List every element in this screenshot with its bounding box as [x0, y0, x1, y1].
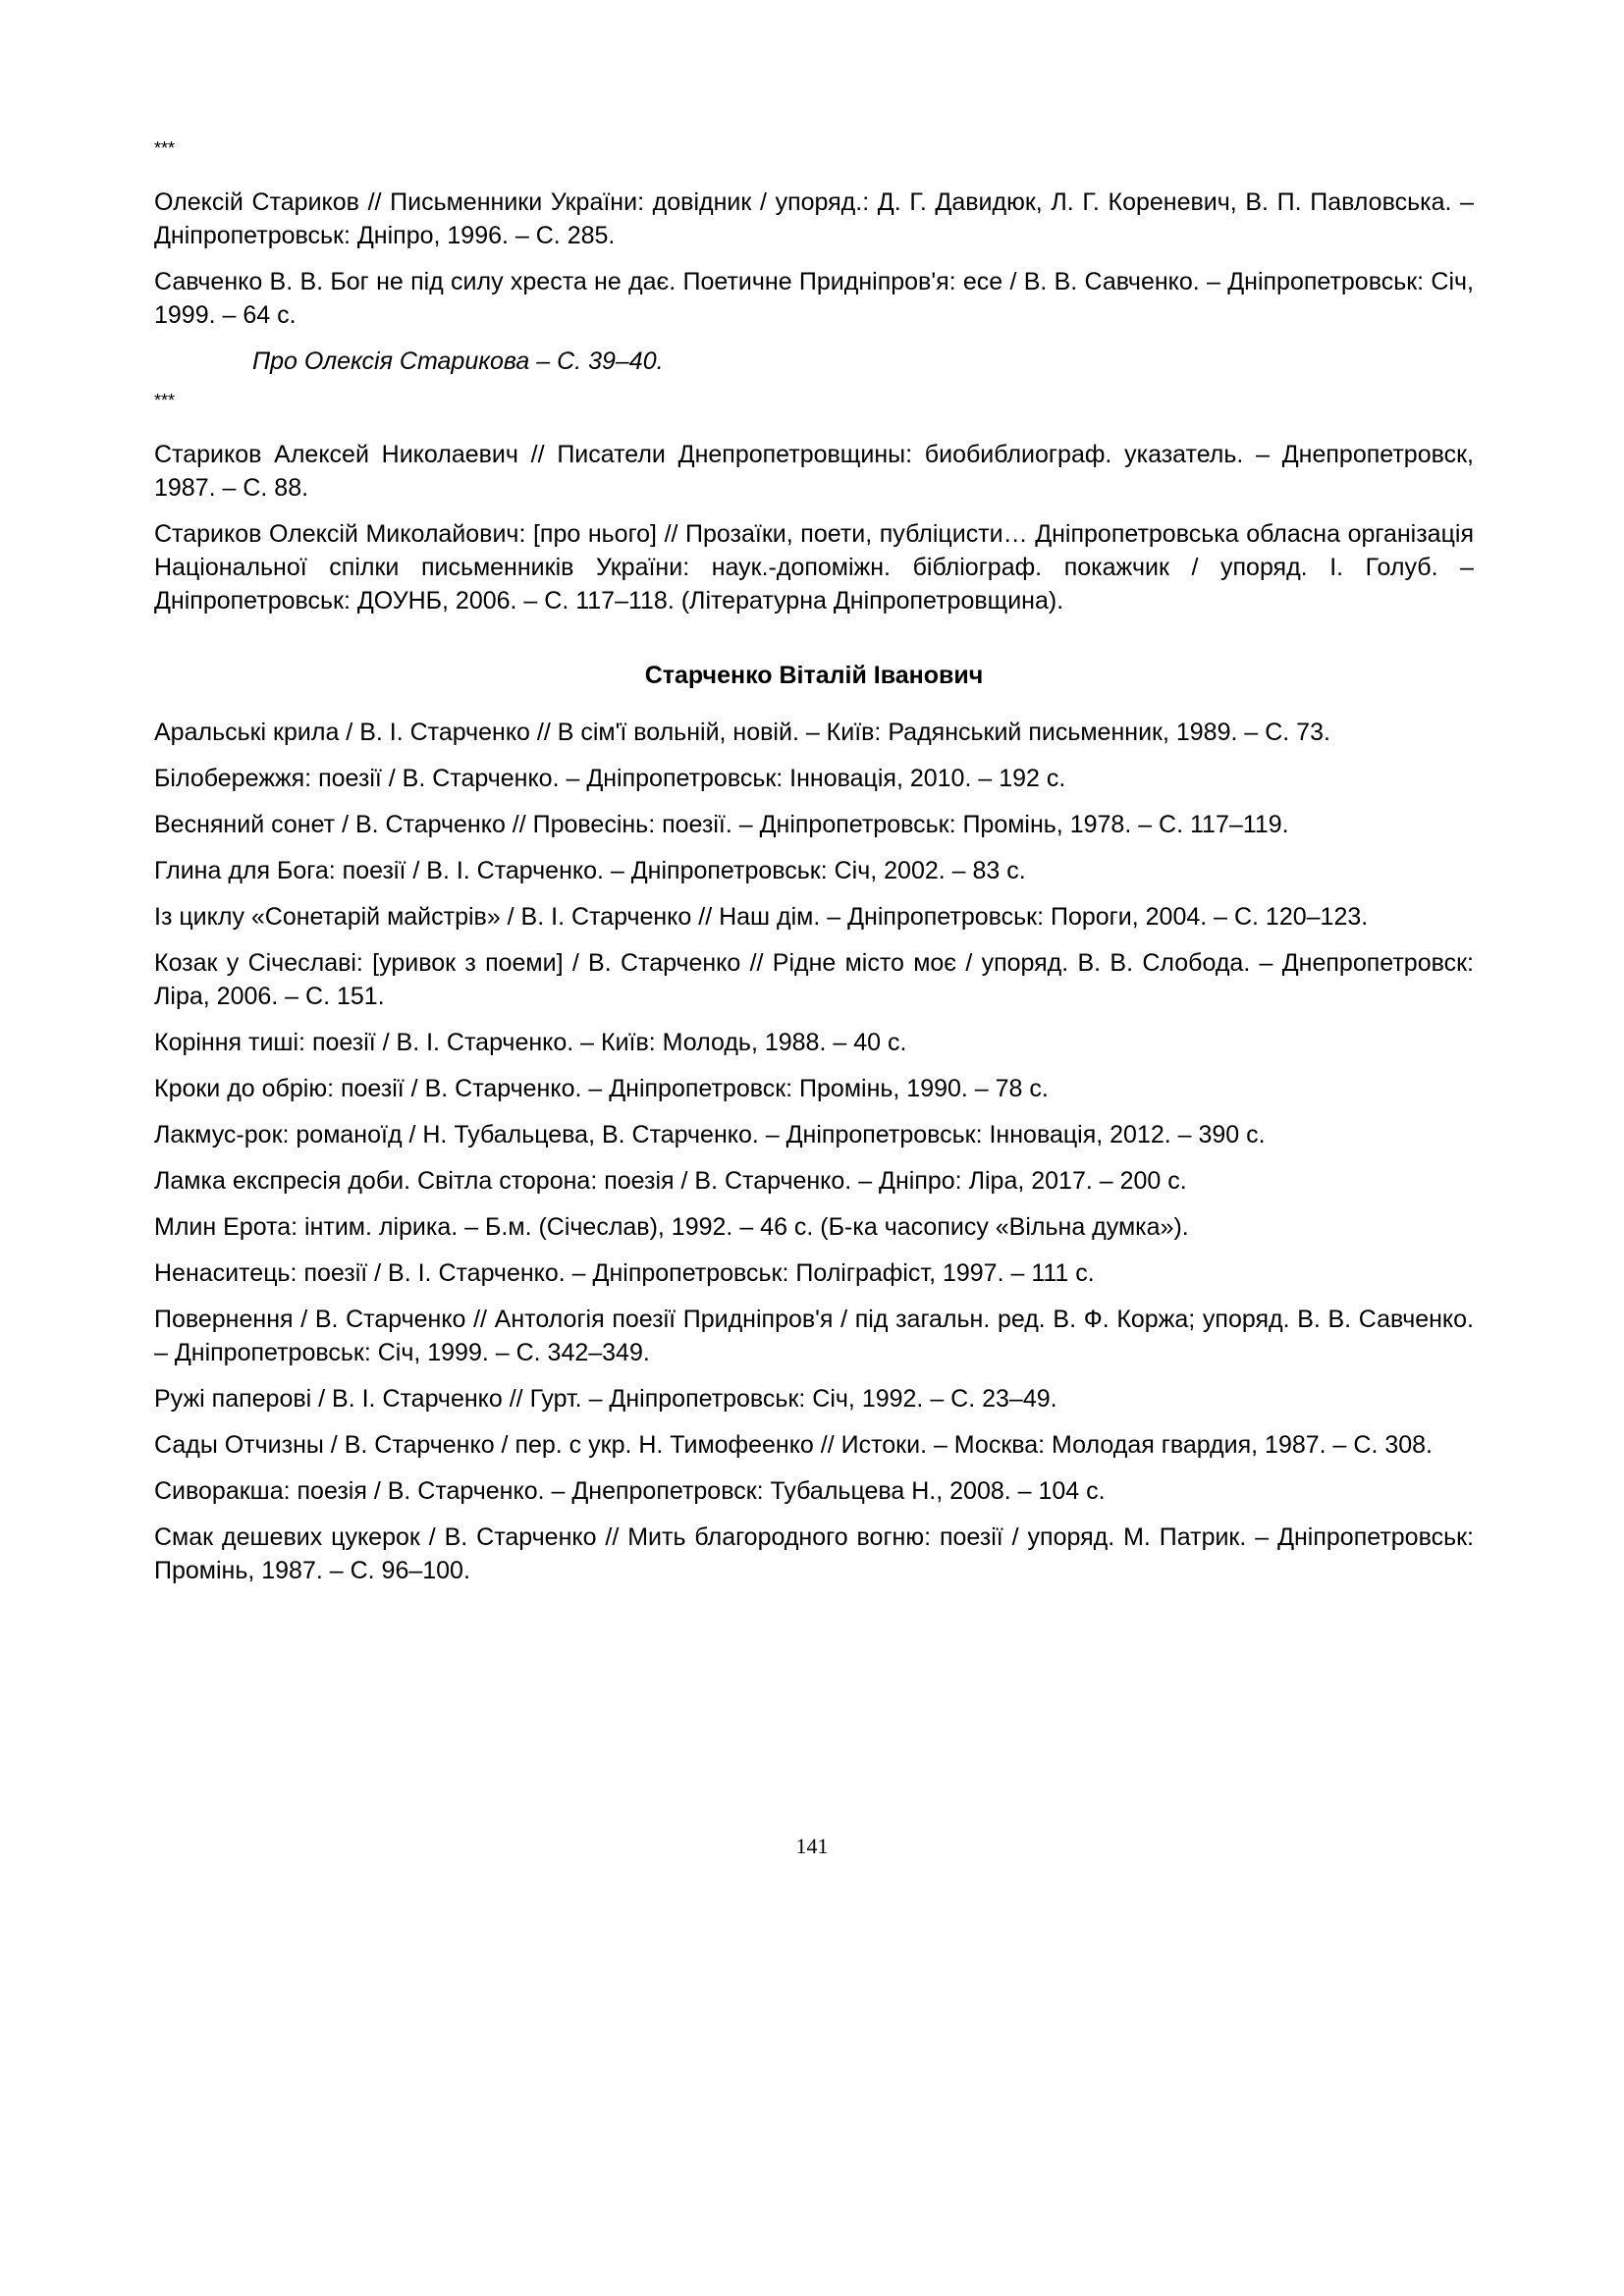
page-number: 141	[795, 1834, 829, 1858]
section-separator: ***	[154, 391, 176, 410]
bibliography-entry: Стариков Олексій Миколайович: [про нього] // Прозаїки, поети, публіцисти… Дніпропетровська обласна організація Національної спілки письменників України: наук.-допоміжн. бібліограф. покажчик / упоряд. І. Голуб. – Дніпропетровськ: ДОУНБ, 2006. – С. 117–118. (Літературна Дніпропетровщина).	[154, 520, 1474, 614]
bibliography-entry: Сады Отчизны / В. Старченко / пер. с укр. Н. Тимофеенко // Истоки. – Москва: Молодая гвардия, 1987. – С. 308.	[154, 1431, 1434, 1459]
bibliography-entry: Млин Ерота: інтим. лірика. – Б.м. (Січеслав), 1992. – 46 с. (Б-ка часопису «Вільна думка»).	[154, 1213, 1189, 1241]
bibliography-entry: Лакмус-рок: романоїд / Н. Тубальцева, В. Старченко. – Дніпропетровськ: Інновація, 2012. – 390 с.	[154, 1121, 1266, 1148]
bibliography-entry: Ламка експресія доби. Світла сторона: поезія / В. Старченко. – Дніпро: Ліра, 2017. – 200 с.	[154, 1167, 1187, 1195]
bibliography-entry: Олексій Стариков // Письменники України: довідник / упоряд.: Д. Г. Давидюк, Л. Г. Кореневич, В. П. Павловська. – Дніпропетровськ: Дніпро, 1996. – С. 285.	[154, 188, 1474, 249]
section-separator: ***	[154, 138, 176, 158]
bibliography-entry: Повернення / В. Старченко // Антологія поезії Придніпров'я / під загальн. ред. В. Ф. Коржа; упоряд. В. В. Савченко. – Дніпропетровськ: Січ, 1999. – С. 342–349.	[154, 1306, 1474, 1366]
bibliography-entry: Кроки до обрію: поезії / В. Старченко. – Дніпропетровск: Промінь, 1990. – 78 с.	[154, 1075, 1049, 1102]
bibliography-entry: Глина для Бога: поезії / В. І. Старченко. – Дніпропетровськ: Січ, 2002. – 83 с.	[154, 857, 1026, 884]
italic-note: Про Олексія Старикова – С. 39–40.	[252, 347, 664, 375]
author-heading: Старченко Віталій Іванович	[644, 662, 984, 689]
bibliography-entry: Аральські крила / В. І. Старченко // В сім'ї вольній, новій. – Київ: Радянський письменник, 1989. – С. 73.	[154, 719, 1330, 746]
bibliography-entry: Савченко В. В. Бог не під силу хреста не дає. Поетичне Придніпров'я: есе / В. В. Савченко. – Дніпропетровськ: Січ, 1999. – 64 с.	[154, 268, 1474, 329]
bibliography-entry: Козак у Січеславі: [уривок з поеми] / В. Старченко // Рідне місто моє / упоряд. В. В. Слобода. – Днепропетровск: Ліра, 2006. – С. 151.	[154, 949, 1474, 1010]
bibliography-entry: Ненаситець: поезії / В. І. Старченко. – Дніпропетровськ: Поліграфіст, 1997. – 111 с.	[154, 1259, 1095, 1287]
bibliography-entry: Стариков Алексей Николаевич // Писатели Днепропетровщины: биобиблиограф. указатель. – Днепропетровск, 1987. – С. 88.	[154, 441, 1474, 502]
bibliography-entry: Із циклу «Сонетарій майстрів» / В. І. Старченко // Наш дім. – Дніпропетровськ: Пороги, 2004. – С. 120–123.	[154, 903, 1369, 931]
bibliography-entry: Сиворакша: поезія / В. Старченко. – Днепропетровск: Тубальцева Н., 2008. – 104 с.	[154, 1477, 1106, 1505]
bibliography-entry: Білобережжя: поезії / В. Старченко. – Дніпропетровськ: Інновація, 2010. – 192 с.	[154, 765, 1066, 792]
document-page	[154, 133, 1474, 1600]
bibliography-entry: Ружі паперові / В. І. Старченко // Гурт. – Дніпропетровськ: Січ, 1992. – С. 23–49.	[154, 1385, 1057, 1413]
bibliography-entry: Смак дешевих цукерок / В. Старченко // Мить благородного вогню: поезії / упоряд. М. Патрик. – Дніпропетровськ: Промінь, 1987. – С. 96–100.	[154, 1523, 1474, 1584]
bibliography-entry: Коріння тиші: поезії / В. І. Старченко. – Київ: Молодь, 1988. – 40 с.	[154, 1029, 907, 1056]
bibliography-entry: Весняний сонет / В. Старченко // Провесінь: поезії. – Дніпропетровськ: Промінь, 1978. – С. 117–119.	[154, 811, 1289, 838]
